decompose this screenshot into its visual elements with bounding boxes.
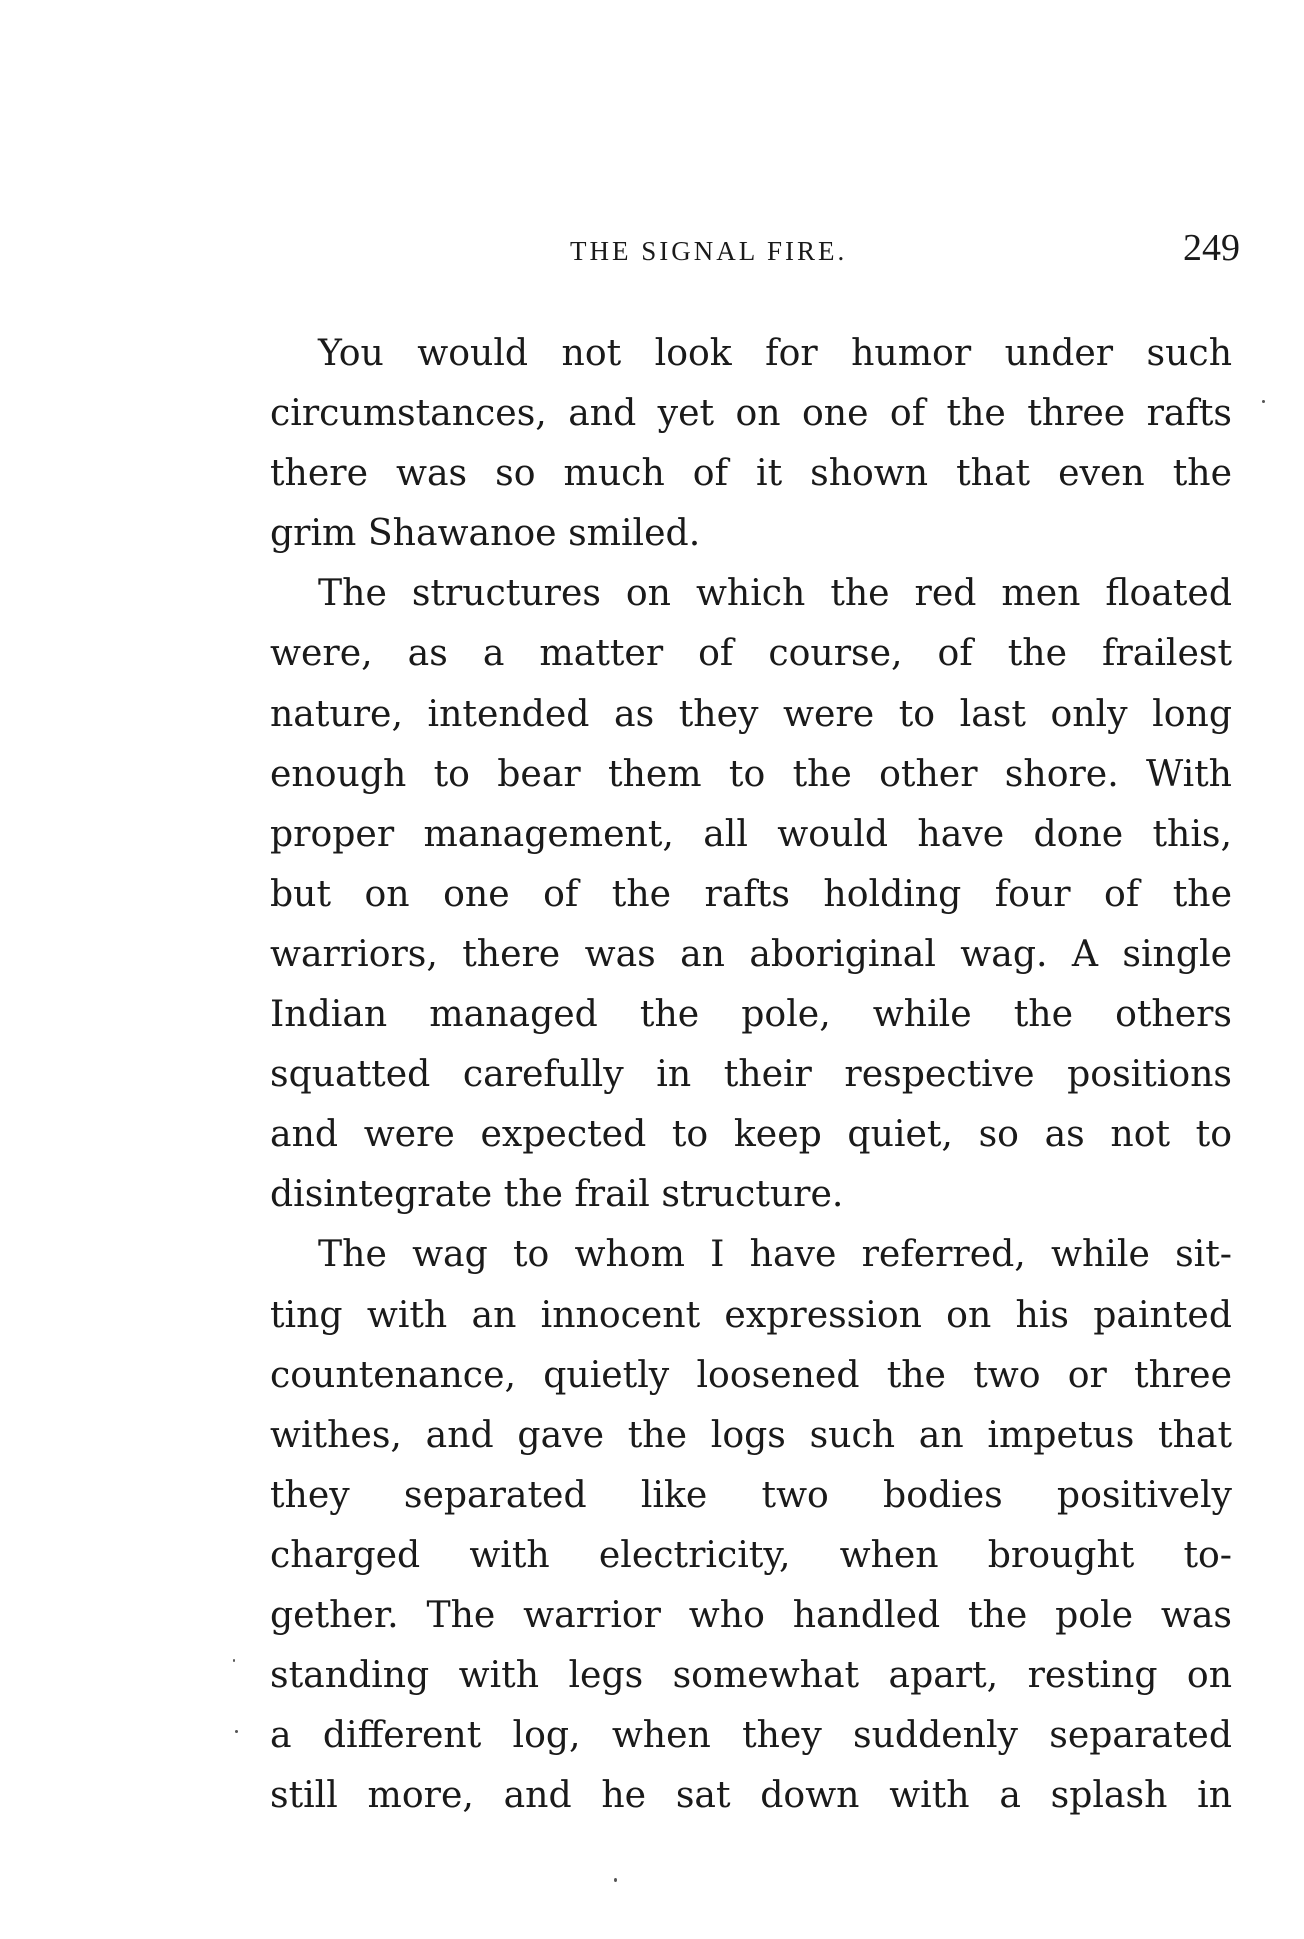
text-line: and were expected to keep quiet, so as not to [270,1112,1232,1156]
paper-speck [233,1659,235,1662]
text-line: disintegrate the frail structure. [270,1172,844,1216]
text-line: nature, intended as they were to last only long [270,691,1232,735]
text-line: grim Shawanoe smiled. [270,511,701,555]
text-line: Indian managed the pole, while the others [270,992,1232,1036]
text-line: The structures on which the red men floated [318,571,1232,615]
body-text [270,323,1232,1825]
text-line: they separated like two bodies positively [270,1472,1232,1516]
text-line: ting with an innocent expression on his painted [270,1292,1232,1336]
paper-speck [614,1878,617,1882]
text-line: enough to bear them to the other shore. With [270,751,1232,795]
text-line: standing with legs somewhat apart, resting on [270,1653,1232,1697]
text-line: warriors, there was an aboriginal wag. A single [270,931,1232,975]
text-line: there was so much of it shown that even the [270,451,1232,495]
text-line: withes, and gave the logs such an impetus that [270,1412,1232,1456]
text-line: gether. The warrior who handled the pole was [270,1592,1232,1636]
text-line: proper management, all would have done this, [270,811,1232,855]
text-line: You would not look for humor under such [318,331,1232,374]
paper-speck [235,1730,238,1733]
running-title: THE SIGNAL FIRE. [570,236,848,266]
text-line: were, as a matter of course, of the frailest [270,631,1232,675]
text-line: squatted carefully in their respective positions [270,1052,1232,1096]
text-line: circumstances, and yet on one of the three rafts [270,391,1232,435]
text-line: but on one of the rafts holding four of the [270,871,1232,915]
text-line: charged with electricity, when brought to- [270,1532,1232,1576]
text-line: The wag to whom I have referred, while sit- [318,1232,1232,1276]
paper-speck [1262,400,1265,403]
page-header [270,226,1240,276]
text-line: still more, and he sat down with a splash in [270,1773,1232,1817]
page-number: 249 [1183,227,1240,269]
text-line: countenance, quietly loosened the two or three [270,1352,1232,1396]
text-line: a different log, when they suddenly separated [270,1713,1232,1757]
